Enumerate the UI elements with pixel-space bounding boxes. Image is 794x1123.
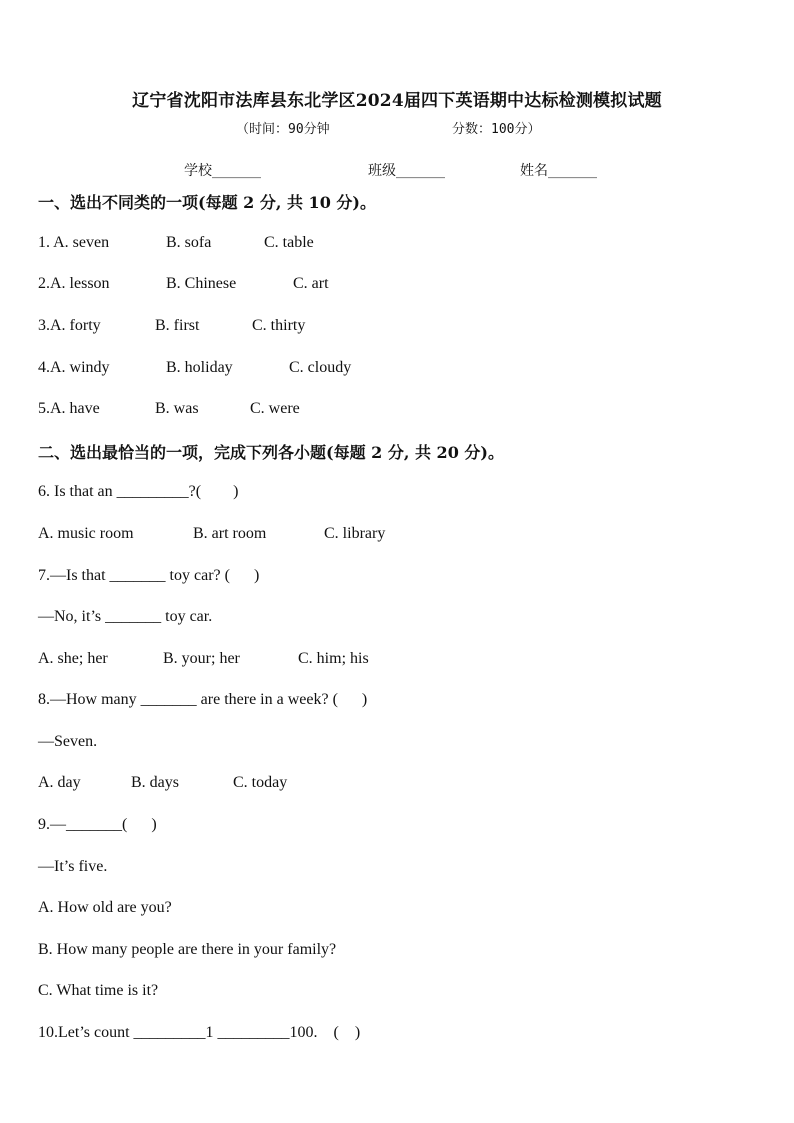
question-3-option-c: C. thirty — [252, 317, 306, 334]
section-2-heading: 二、选出最恰当的一项，完成下列各小题(每题 2 分, 共 20 分)。 — [38, 443, 504, 462]
question-6-option-b: B. art room — [193, 525, 267, 542]
question-6-stem: 6. Is that an _________?( ) — [38, 483, 239, 500]
question-5-option-c: C. were — [250, 400, 300, 417]
question-8-stem: 8.—How many _______ are there in a week? ( ) — [38, 691, 368, 708]
question-8-option-a: A. day — [38, 774, 81, 791]
question-7-option-c: C. him; his — [298, 650, 369, 667]
name-field: 姓名_______ — [520, 163, 597, 179]
question-9-option-b: B. How many people are there in your family? — [38, 941, 337, 958]
question-5-option-b: B. was — [155, 400, 199, 417]
question-9-stem: 9.—_______( ) — [38, 816, 157, 833]
question-9-answer: —It’s five. — [38, 858, 108, 875]
question-4-option-a: 4.A. windy — [38, 359, 110, 376]
question-4-option-c: C. cloudy — [289, 359, 352, 376]
question-8-answer: —Seven. — [38, 733, 98, 750]
question-2-option-c: C. art — [293, 275, 329, 292]
question-7-answer: —No, it’s _______ toy car. — [38, 608, 213, 625]
question-10-stem: 10.Let’s count _________1 _________100. ( ) — [38, 1024, 361, 1041]
exam-score: 分数：100分） — [452, 122, 541, 137]
question-6-option-c: C. library — [324, 525, 386, 542]
class-field: 班级_______ — [368, 163, 445, 179]
question-3-option-b: B. first — [155, 317, 200, 334]
question-9-option-c: C. What time is it? — [38, 982, 159, 999]
question-1-option-a: 1. A. seven — [38, 234, 110, 251]
exam-time: （时间：90分钟 — [236, 122, 330, 137]
question-4-option-b: B. holiday — [166, 359, 233, 376]
question-7-option-a: A. she; her — [38, 650, 108, 667]
section-1-heading: 一、选出不同类的一项(每题 2 分, 共 10 分)。 — [38, 193, 376, 212]
question-3-option-a: 3.A. forty — [38, 317, 101, 334]
question-9-option-a: A. How old are you? — [38, 899, 172, 916]
question-2-option-a: 2.A. lesson — [38, 275, 110, 292]
question-7-stem: 7.—Is that _______ toy car? ( ) — [38, 567, 260, 584]
question-8-option-c: C. today — [233, 774, 288, 791]
question-6-option-a: A. music room — [38, 525, 134, 542]
school-field: 学校_______ — [184, 163, 261, 179]
question-8-option-b: B. days — [131, 774, 179, 791]
question-2-option-b: B. Chinese — [166, 275, 237, 292]
question-5-option-a: 5.A. have — [38, 400, 100, 417]
question-1-option-c: C. table — [264, 234, 314, 251]
page-title: 辽宁省沈阳市法库县东北学区2024届四下英语期中达标检测模拟试题 — [132, 91, 662, 111]
question-7-option-b: B. your; her — [163, 650, 240, 667]
question-1-option-b: B. sofa — [166, 234, 212, 251]
